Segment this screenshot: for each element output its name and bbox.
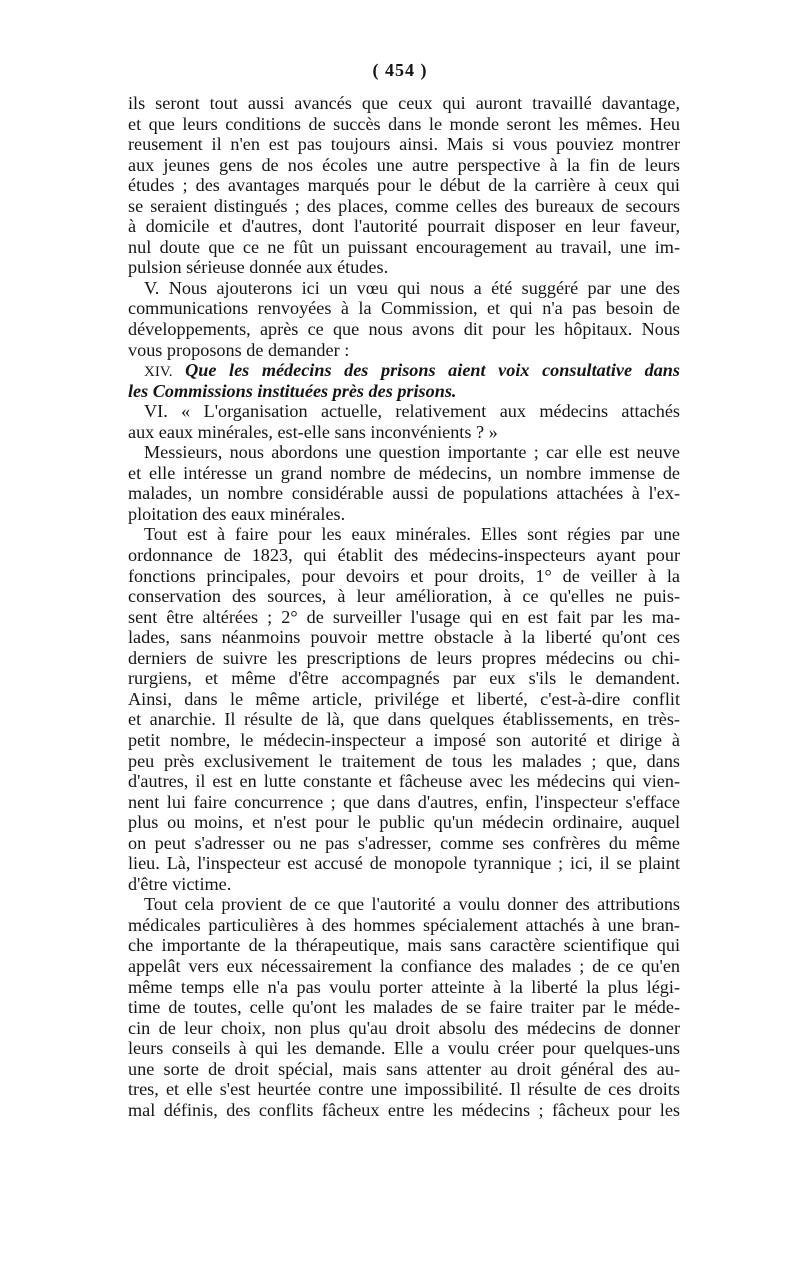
text-line bbox=[128, 730, 680, 751]
line-text: Ainsi, dans le même article, privilége et liberté, c'est-à-dire conflit bbox=[128, 688, 680, 709]
line-text: médicales particulières à des hommes spécialement attachés à une bran- bbox=[128, 914, 680, 935]
line-text: malades, un nombre considérable aussi de populations attachées à l'ex- bbox=[128, 483, 680, 504]
line-text: V. Nous ajouterons ici un vœu qui nous a été suggéré par une des bbox=[144, 277, 680, 298]
text-line bbox=[128, 175, 680, 196]
text-line bbox=[128, 298, 680, 319]
line-text: à domicile et d'autres, dont l'autorité pourrait disposer en leur faveur, bbox=[128, 216, 680, 237]
text-line bbox=[128, 401, 680, 422]
text-line bbox=[128, 196, 680, 217]
line-text: Tout est à faire pour les eaux minérales. Elles sont régies par une bbox=[144, 524, 680, 545]
text-line bbox=[128, 956, 680, 977]
line-text: une sorte de droit spécial, mais sans attenter au droit général des au- bbox=[128, 1058, 680, 1079]
line-text: lieu. Là, l'inspecteur est accusé de monopole tyrannique ; ici, il se plaint bbox=[128, 853, 680, 874]
text-line bbox=[128, 853, 680, 874]
text-line bbox=[128, 771, 680, 792]
line-text: se seraient distingués ; des places, comme celles des bureaux de secours bbox=[128, 195, 680, 216]
line-text: nent lui faire concurrence ; que dans d'autres, enfin, l'inspecteur s'efface bbox=[128, 791, 680, 812]
text-line bbox=[128, 812, 680, 833]
line-text: peu près exclusivement le traitement de tous les malades ; que, dans bbox=[128, 750, 680, 771]
text-line bbox=[128, 134, 680, 155]
text-line bbox=[128, 751, 680, 772]
text-line bbox=[128, 524, 680, 545]
line-text: appelât vers eux nécessairement la confiance des malades ; de ce qu'en bbox=[128, 955, 680, 976]
text-line bbox=[128, 627, 680, 648]
line-text: même temps elle n'a pas voulu porter atteinte à la liberté la plus légi- bbox=[128, 976, 680, 997]
line-text: aux eaux minérales, est-elle sans inconvénients ? » bbox=[128, 421, 498, 442]
line-text: pulsion sérieuse donnée aux études. bbox=[128, 257, 389, 278]
line-text: tres, et elle s'est heurtée contre une impossibilité. Il résulte de ces droits bbox=[128, 1079, 680, 1100]
line-text: Que les médecins des prisons aient voix consultative dans bbox=[185, 360, 680, 381]
line-text: communications renvoyées à la Commission, et qui n'a pas besoin de bbox=[128, 298, 680, 319]
text-line bbox=[128, 340, 680, 361]
text-line bbox=[128, 1059, 680, 1080]
text-line bbox=[128, 1038, 680, 1059]
line-text: nul doute que ce ne fût un puissant encouragement au travail, une im- bbox=[128, 236, 680, 257]
line-text: lades, sans néanmoins pouvoir mettre obstacle à la liberté qu'ont ces bbox=[128, 627, 680, 648]
line-text: ploitation des eaux minérales. bbox=[128, 503, 346, 524]
text-line bbox=[128, 935, 680, 956]
line-text: sent être altérées ; 2° de surveiller l'usage qui en est fait par les ma- bbox=[128, 606, 680, 627]
text-line bbox=[128, 93, 680, 114]
line-text: développements, après ce que nous avons dit pour les hôpitaux. Nous bbox=[128, 319, 680, 340]
line-text: vous proposons de demander : bbox=[128, 339, 350, 360]
line-text: che importante de la thérapeutique, mais sans caractère scientifique qui bbox=[128, 935, 680, 956]
text-line bbox=[128, 648, 680, 669]
line-text: et elle intéresse un grand nombre de médecins, un nombre immense de bbox=[128, 462, 680, 483]
text-line bbox=[128, 257, 680, 278]
line-text: on peut s'adresser ou ne pas s'adresser, comme ses confrères du même bbox=[128, 832, 680, 853]
line-text: time de toutes, celle qu'ont les malades de se faire traiter par le méde- bbox=[128, 997, 680, 1018]
line-text: d'être victime. bbox=[128, 873, 232, 894]
text-line bbox=[128, 1079, 680, 1100]
line-text: reusement il n'en est pas toujours ainsi. Mais si vous pouviez montrer bbox=[128, 134, 680, 155]
line-text: leurs conseils à qui les demande. Elle a voulu créer pour quelques-uns bbox=[128, 1038, 680, 1059]
text-line bbox=[128, 977, 680, 998]
text-line bbox=[128, 360, 680, 381]
text-line bbox=[128, 422, 680, 443]
text-line bbox=[128, 668, 680, 689]
text-line bbox=[128, 155, 680, 176]
text-line bbox=[128, 997, 680, 1018]
text-line bbox=[128, 483, 680, 504]
line-text: VI. « L'organisation actuelle, relativement aux médecins attachés bbox=[144, 401, 680, 422]
text-line bbox=[128, 1018, 680, 1039]
text-line bbox=[128, 874, 680, 895]
line-text: cin de leur choix, non plus qu'au droit absolu des médecins de donner bbox=[128, 1017, 680, 1038]
text-line bbox=[128, 545, 680, 566]
line-text: Tout cela provient de ce que l'autorité a voulu donner des attributions bbox=[144, 894, 680, 915]
text-line bbox=[128, 833, 680, 854]
text-line bbox=[128, 442, 680, 463]
text-line bbox=[128, 586, 680, 607]
line-text: derniers de suivre les prescriptions de leurs propres médecins ou chi- bbox=[128, 647, 680, 668]
text-line bbox=[128, 709, 680, 730]
line-text: d'autres, il est en lutte constante et fâcheuse avec les médecins qui vien- bbox=[128, 771, 680, 792]
line-text: mal définis, des conflits fâcheux entre les médecins ; fâcheux pour les bbox=[128, 1099, 680, 1120]
text-line bbox=[128, 894, 680, 915]
text-line bbox=[128, 607, 680, 628]
line-text: Messieurs, nous abordons une question importante ; car elle est neuve bbox=[144, 442, 680, 463]
text-line bbox=[128, 114, 680, 135]
line-text: ils seront tout aussi avancés que ceux qui auront travaillé davantage, bbox=[128, 93, 680, 113]
text-line bbox=[128, 381, 680, 402]
text-line bbox=[128, 915, 680, 936]
text-line bbox=[128, 1100, 680, 1121]
line-text: études ; des avantages marqués pour le début de la carrière à ceux qui bbox=[128, 175, 680, 196]
line-text: fonctions principales, pour devoirs et pour droits, 1° de veiller à la bbox=[128, 565, 680, 586]
line-text: les Commissions instituées près des prisons. bbox=[128, 380, 457, 401]
line-text: rurgiens, et même d'être accompagnés par eux s'ils le demandent. bbox=[128, 668, 680, 689]
page-number: ( 454 ) bbox=[372, 60, 428, 80]
text-line bbox=[128, 278, 680, 299]
text-line bbox=[128, 689, 680, 710]
text-line bbox=[128, 319, 680, 340]
line-text: et que leurs conditions de succès dans le monde seront les mêmes. Heu bbox=[128, 113, 680, 134]
line-text: et anarchie. Il résulte de là, que dans quelques établissements, en très- bbox=[128, 709, 680, 730]
text-line bbox=[128, 566, 680, 587]
line-text: aux jeunes gens de nos écoles une autre perspective à la fin de leurs bbox=[128, 154, 680, 175]
text-line bbox=[128, 504, 680, 525]
text-line bbox=[128, 237, 680, 258]
resolution-number: XIV. bbox=[144, 364, 173, 381]
text-line bbox=[128, 216, 680, 237]
line-text: ordonnance de 1823, qui établit des médecins-inspecteurs ayant pour bbox=[128, 545, 680, 566]
line-text: plus ou moins, et n'est pour le public qu'un médecin ordinaire, auquel bbox=[128, 812, 680, 833]
text-line bbox=[128, 463, 680, 484]
line-text: petit nombre, le médecin-inspecteur a imposé son autorité et dirige à bbox=[128, 729, 680, 750]
body-text bbox=[128, 93, 680, 1120]
text-line bbox=[128, 792, 680, 813]
line-text: conservation des sources, à leur amélioration, à ce qu'elles ne puis- bbox=[128, 586, 680, 607]
